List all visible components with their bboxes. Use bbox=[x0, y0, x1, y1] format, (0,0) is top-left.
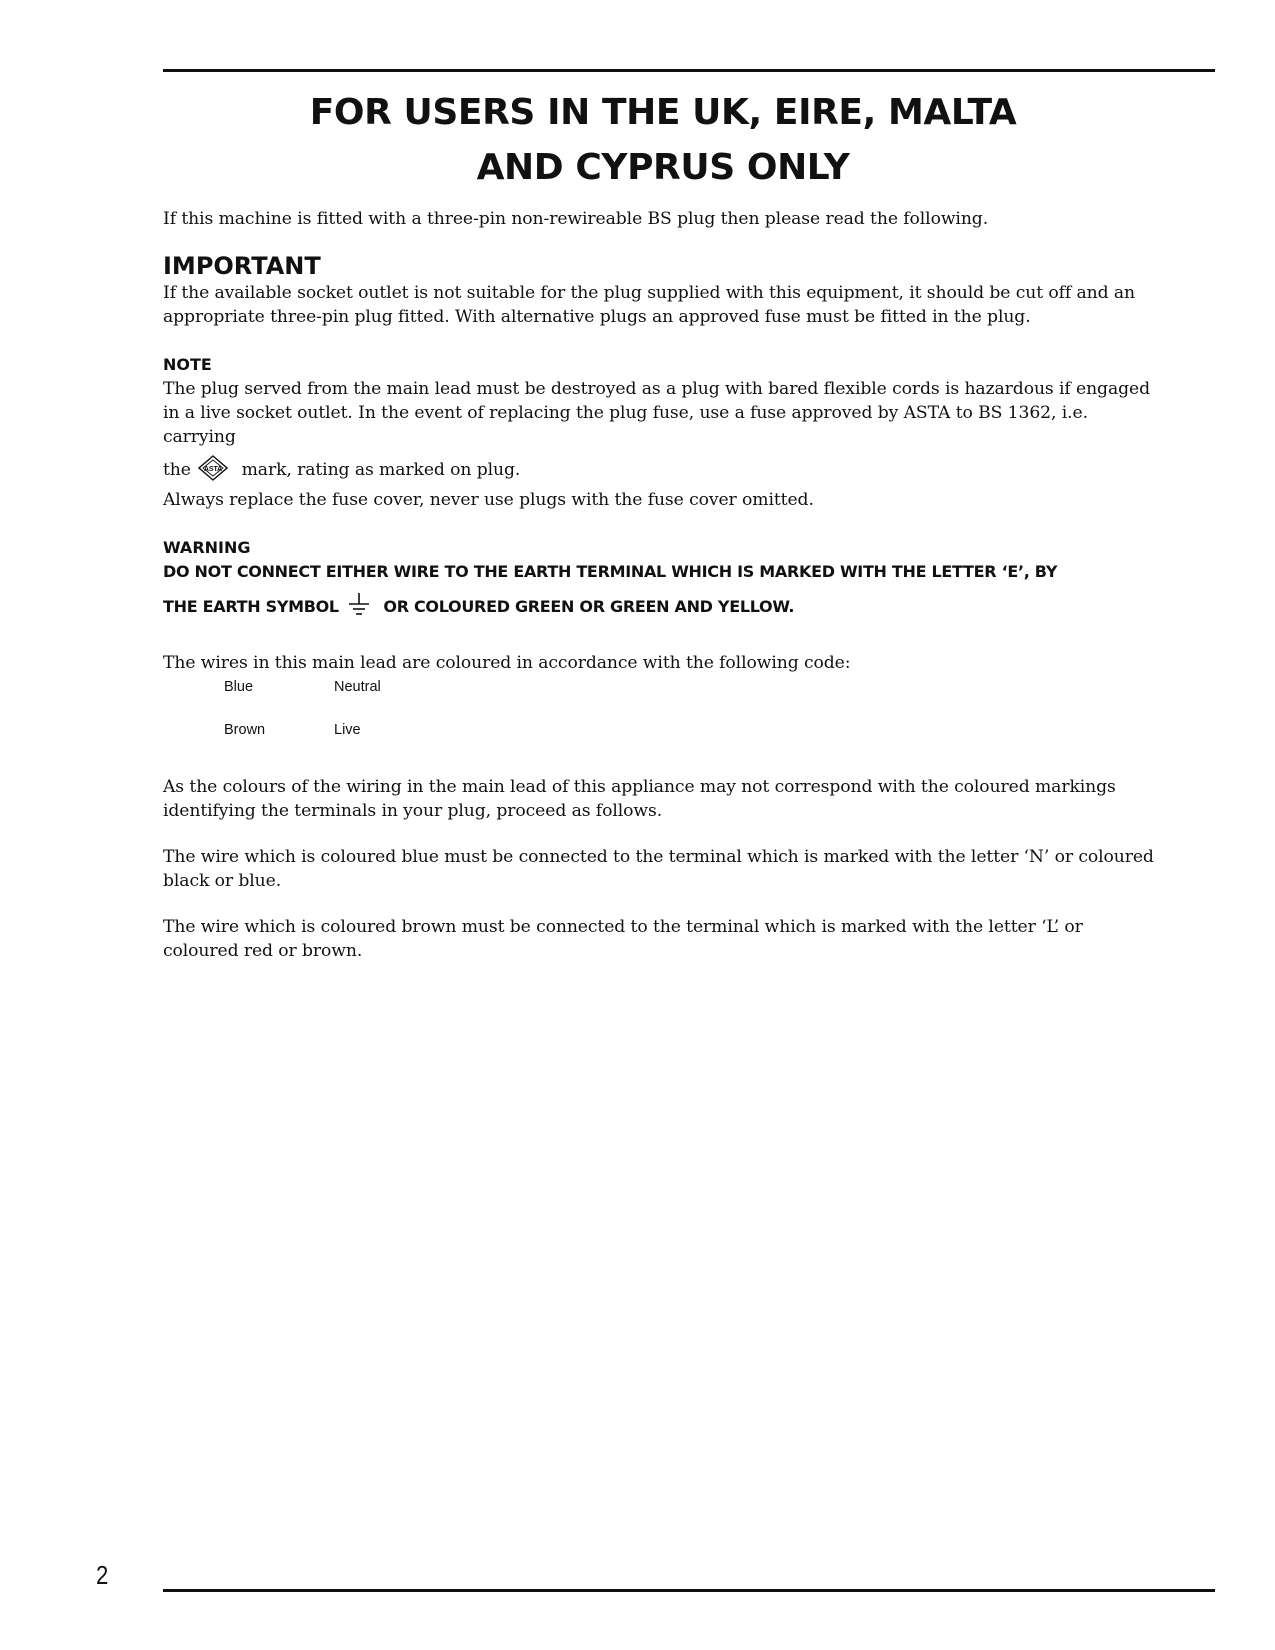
wire-function: Live bbox=[334, 722, 361, 738]
brown-wire-rule: The wire which is coloured brown must be connected to the terminal which is marked with the letter ‘L’ or coloured red or brown. bbox=[163, 917, 1083, 961]
asta-mark-line bbox=[163, 455, 1163, 488]
colours-text: As the colours of the wiring in the main lead of this appliance may not correspond with the coloured markings identifying the terminals in your plug, proceed as follows. bbox=[163, 777, 1116, 821]
warning-heading: WARNING bbox=[163, 538, 251, 557]
fuse-cover-text: Always replace the fuse cover, never use plugs with the fuse cover omitted. bbox=[163, 490, 814, 510]
asta-mark-label: ASTA bbox=[204, 466, 223, 473]
blue-wire-rule: The wire which is coloured blue must be connected to the terminal which is marked with the letter ‘N’ or coloured black or blue. bbox=[163, 847, 1154, 891]
wire-row bbox=[224, 677, 1163, 720]
asta-mark-icon bbox=[198, 455, 228, 488]
note-text: The plug served from the main lead must be destroyed as a plug with bared flexible cords is hazardous if engaged in a live socket outlet. In the event of replacing the plug fuse, use a fuse approved by ASTA to BS 1362, i.e. carrying bbox=[163, 379, 1150, 447]
warning-line2-suffix: OR COLOURED GREEN OR GREEN AND YELLOW. bbox=[383, 597, 795, 616]
wire-function: Neutral bbox=[334, 679, 381, 695]
warning-line1: DO NOT CONNECT EITHER WIRE TO THE EARTH TERMINAL WHICH IS MARKED WITH THE LETTER ‘E’, BY bbox=[163, 562, 1058, 581]
wire-colour: Blue bbox=[224, 679, 254, 695]
wire-row bbox=[224, 720, 1163, 763]
top-rule bbox=[163, 69, 1215, 72]
warning-line2 bbox=[163, 592, 1163, 625]
important-text: If the available socket outlet is not suitable for the plug supplied with this equipment, it should be cut off and an appropriate three-pin plug fitted. With alternative plugs an approved fuse must be fitted in the plug. bbox=[163, 283, 1136, 327]
wire-code-table bbox=[224, 677, 1163, 763]
important-heading: IMPORTANT bbox=[163, 252, 321, 280]
page-title-line2: AND CYPRUS ONLY bbox=[476, 147, 850, 188]
page-number: 2 bbox=[96, 1560, 109, 1590]
wire-colour: Brown bbox=[224, 722, 266, 738]
earth-symbol-icon bbox=[348, 592, 370, 625]
page-title-line1: FOR USERS IN THE UK, EIRE, MALTA bbox=[309, 92, 1017, 133]
bottom-rule bbox=[163, 1589, 1215, 1592]
page-content bbox=[163, 85, 1163, 963]
asta-mark-suffix: mark, rating as marked on plug. bbox=[241, 460, 521, 480]
intro-text: If this machine is fitted with a three-pin non-rewireable BS plug then please read the following. bbox=[163, 209, 989, 229]
wires-intro: The wires in this main lead are coloured in accordance with the following code: bbox=[163, 653, 851, 673]
note-heading: NOTE bbox=[163, 355, 212, 374]
page-title bbox=[163, 85, 1163, 195]
asta-mark-prefix: the bbox=[163, 460, 191, 480]
warning-line2-prefix: THE EARTH SYMBOL bbox=[163, 597, 339, 616]
